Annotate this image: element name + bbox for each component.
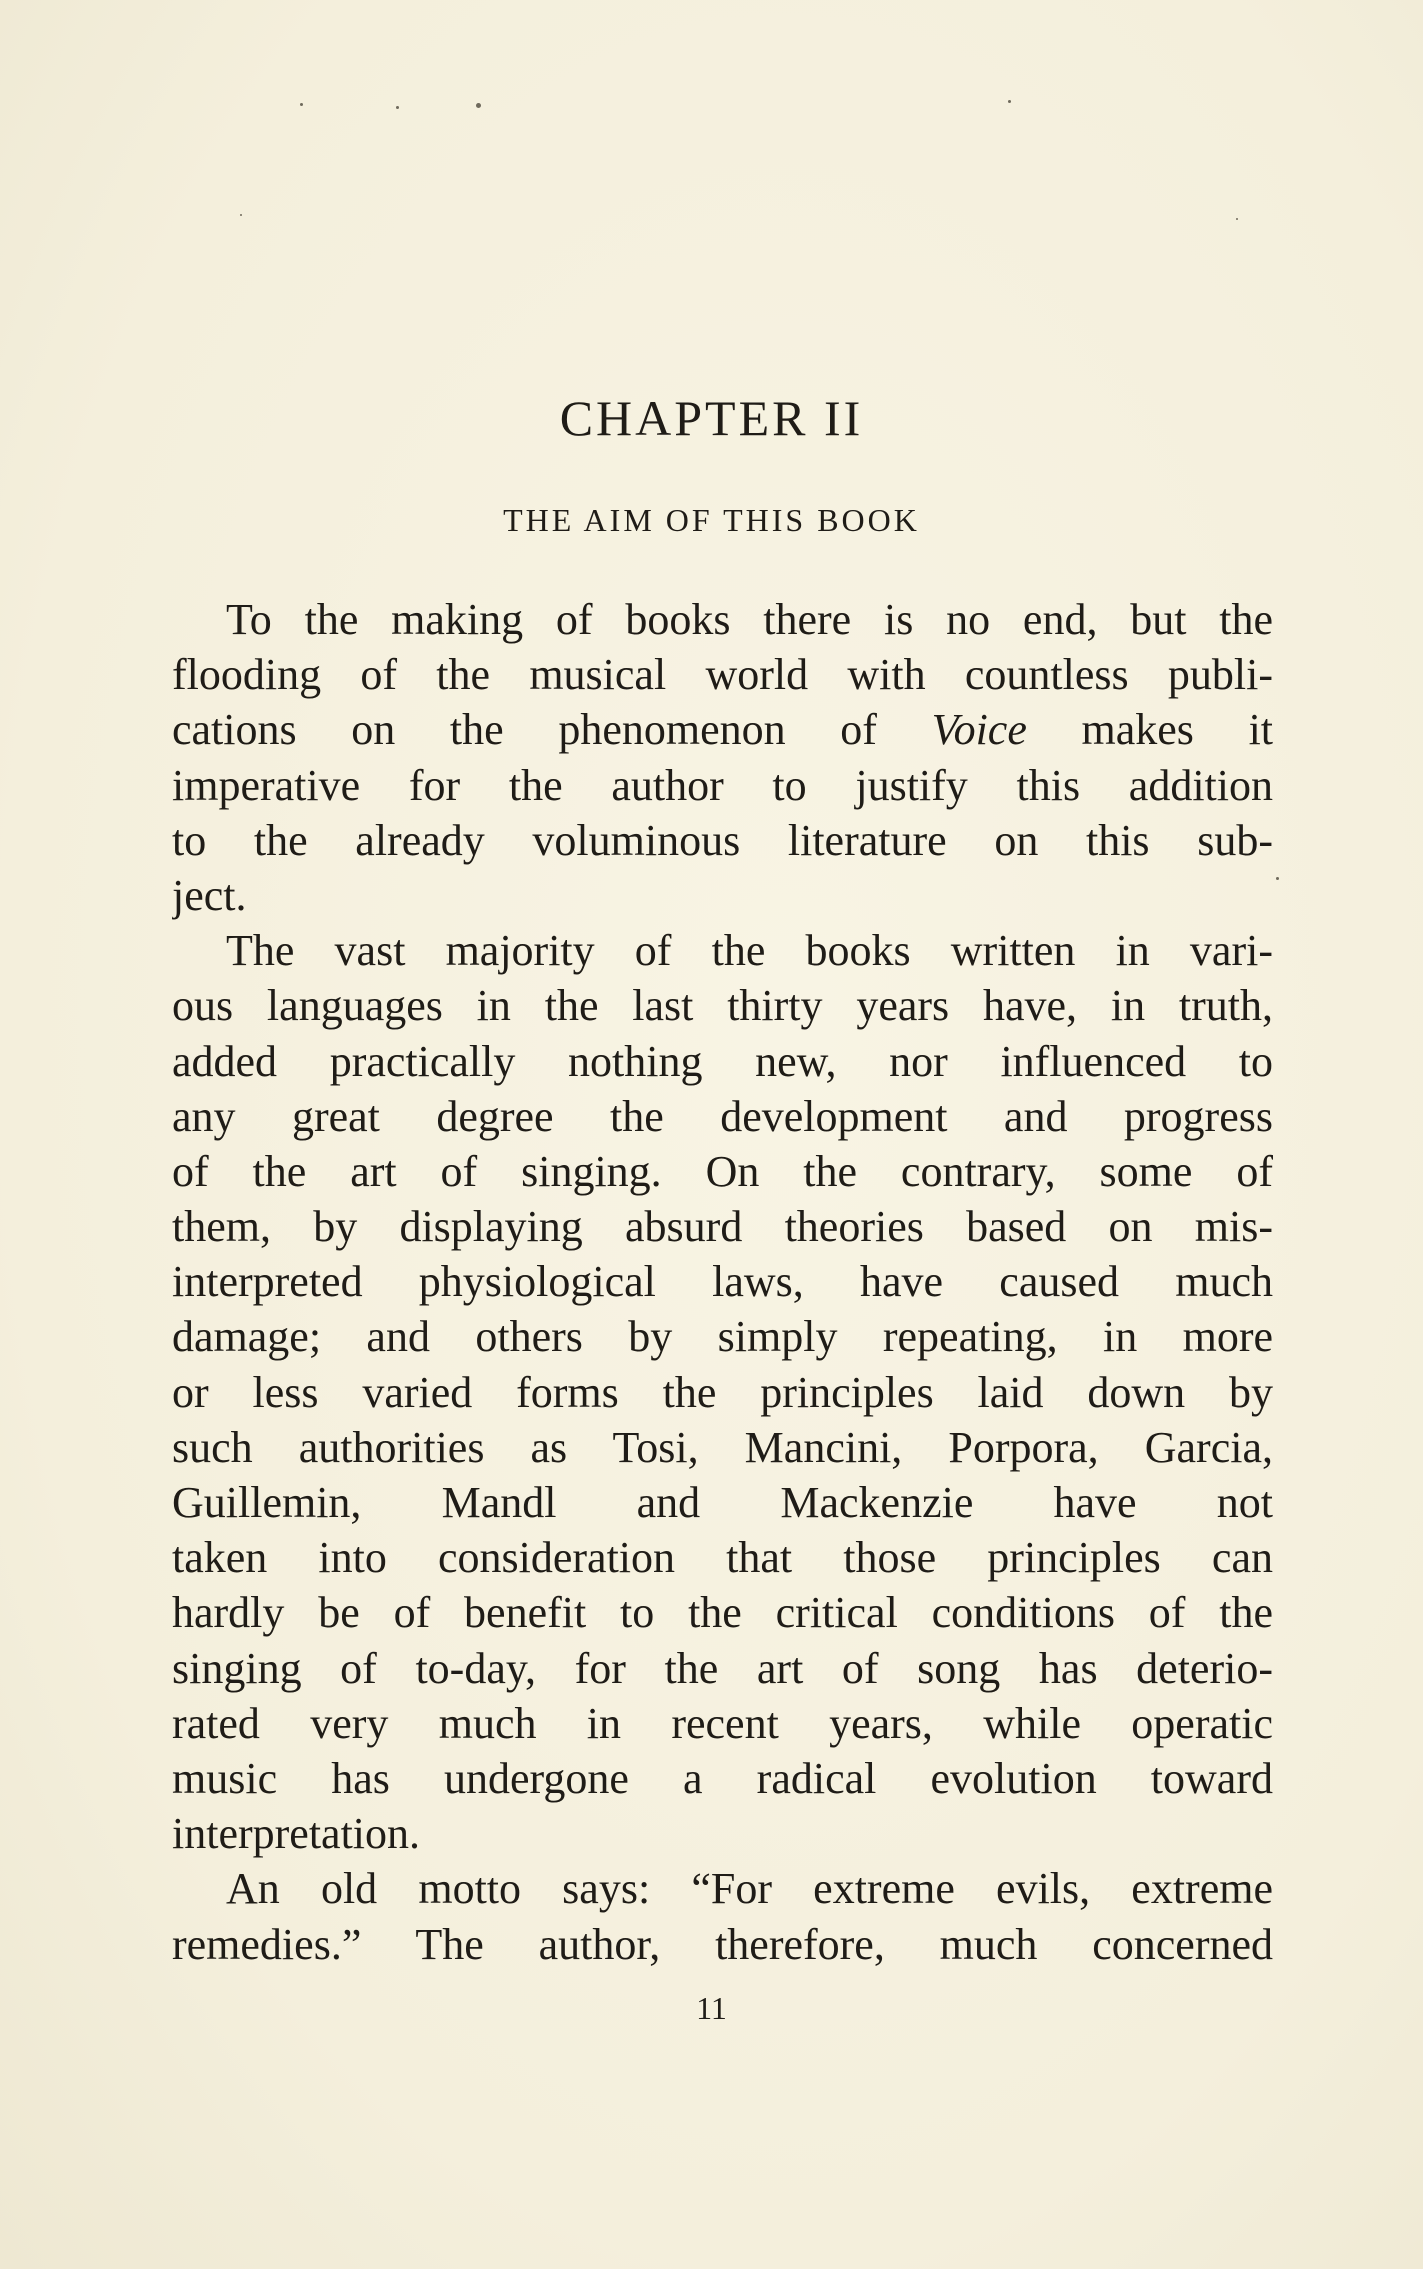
scan-speck (1276, 877, 1279, 880)
page-number: 11 (696, 1990, 727, 2026)
text-line: ous languages in the last thirty years have, in truth, (172, 981, 1273, 1031)
text-line: or less varied forms the principles laid down by (172, 1367, 1273, 1417)
text-line: interpretation. (172, 1809, 421, 1859)
italic-word: Voice (931, 705, 1027, 755)
text-line: damage; and others by simply repeating, in more (172, 1312, 1273, 1362)
text-line: ject. (172, 870, 247, 920)
text-fragment: makes it (1081, 705, 1273, 755)
text-line: Guillemin, Mandl and Mackenzie have not (172, 1478, 1273, 1527)
scan-speck (240, 214, 242, 216)
text-line: The vast majority of the books written in vari- (226, 926, 1273, 976)
text-line: hardly be of benefit to the critical conditions of the (172, 1588, 1273, 1638)
text-line: music has undergone a radical evolution toward (172, 1753, 1273, 1803)
scan-speck (1008, 100, 1011, 103)
text-line: singing of to-day, for the art of song has deterio- (172, 1643, 1273, 1693)
text-line: To the making of books there is no end, but the (226, 595, 1273, 644)
text-line: of the art of singing. On the contrary, some of (172, 1146, 1273, 1196)
scan-speck (476, 103, 481, 108)
scan-speck (1236, 218, 1238, 220)
text-fragment: cations on the phenomenon of (172, 705, 877, 755)
text-line: imperative for the author to justify this addition (172, 760, 1273, 810)
body-text (172, 592, 1273, 1982)
scan-speck (300, 103, 303, 106)
chapter-subtitle: THE AIM OF THIS BOOK (503, 502, 920, 538)
chapter-title: CHAPTER II (559, 390, 864, 446)
text-line: rated very much in recent years, while operatic (172, 1698, 1273, 1748)
scan-speck (396, 106, 399, 109)
text-line: taken into consideration that those principles can (172, 1533, 1273, 1583)
text-line: flooding of the musical world with countless publi- (172, 650, 1273, 700)
text-line: added practically nothing new, nor influenced to (172, 1036, 1273, 1086)
text-line: them, by displaying absurd theories based on mis- (172, 1202, 1273, 1252)
text-line: any great degree the development and progress (172, 1091, 1273, 1141)
text-line: interpreted physiological laws, have caused much (172, 1257, 1273, 1307)
text-line: such authorities as Tosi, Mancini, Porpora, Garcia, (172, 1422, 1273, 1472)
text-line: remedies.” The author, therefore, much concerned (172, 1919, 1273, 1969)
text-line (172, 702, 1273, 757)
text-line: to the already voluminous literature on this sub- (172, 815, 1273, 865)
text-line: An old motto says: “For extreme evils, extreme (226, 1864, 1273, 1914)
